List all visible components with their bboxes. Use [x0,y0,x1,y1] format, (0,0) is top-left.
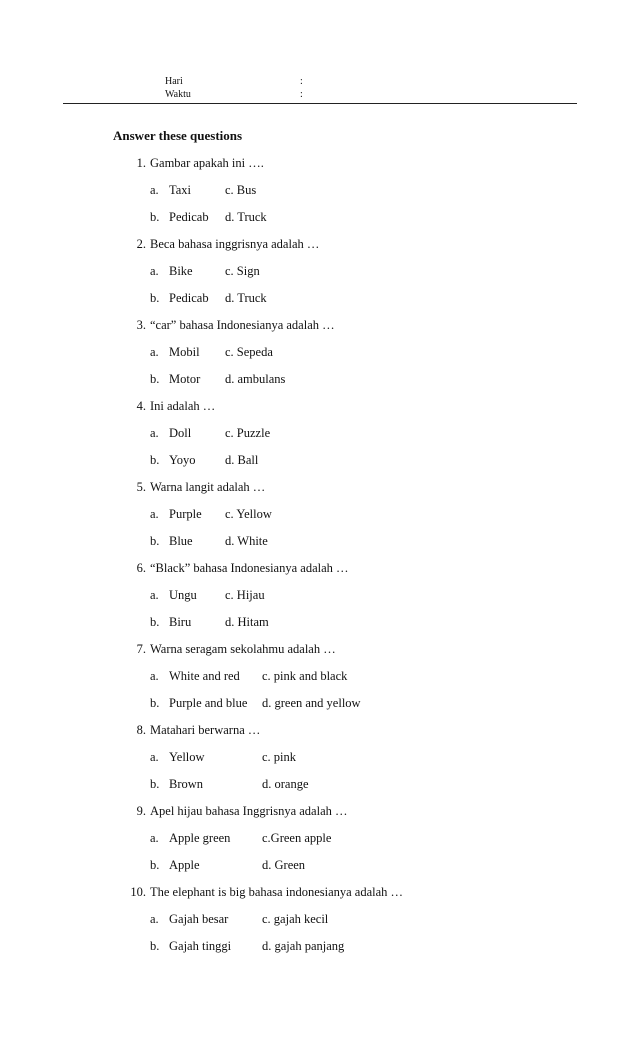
option-text: Bike [169,264,193,278]
question-text: Apel hijau bahasa Inggrisnya adalah … [150,804,348,818]
option-text: Yoyo [169,453,196,467]
option-c: c. pink [262,750,297,764]
question-item [0,236,638,317]
option-letter: b. [150,615,160,629]
question-number: 7. [136,642,146,656]
header-label: Hari [165,76,183,87]
option-letter: a. [150,345,159,359]
option-letter: a. [150,507,159,521]
option-letter: a. [150,588,159,602]
header-label: Waktu [165,89,191,100]
question-item [0,641,638,722]
question-number: 9. [136,804,146,818]
option-letter: a. [150,669,159,683]
option-d: d. gajah panjang [262,939,345,953]
option-d: d. Hitam [225,615,269,629]
option-c: c. Sepeda [225,345,273,359]
option-d: d. Truck [225,210,267,224]
question-number: 4. [136,399,146,413]
option-letter: b. [150,372,160,386]
option-letter: b. [150,453,160,467]
option-text: Taxi [169,183,192,197]
question-text: Gambar apakah ini …. [150,156,264,170]
option-c: c. Puzzle [225,426,271,440]
option-letter: a. [150,426,159,440]
question-text: Beca bahasa inggrisnya adalah … [150,237,320,251]
option-d: d. White [225,534,268,548]
question-text: Matahari berwarna … [150,723,261,737]
option-text: Biru [169,615,192,629]
option-letter: a. [150,183,159,197]
option-text: White and red [169,669,240,683]
question-number: 2. [136,237,146,251]
question-item [0,398,638,479]
option-d: d. orange [262,777,309,791]
option-letter: b. [150,777,160,791]
option-letter: a. [150,264,159,278]
question-text: “car” bahasa Indonesianya adalah … [150,318,335,332]
question-number: 6. [136,561,146,575]
question-text: “Black” bahasa Indonesianya adalah … [150,561,349,575]
question-item [0,155,638,236]
question-item [0,479,638,560]
option-text: Blue [169,534,193,548]
question-number: 5. [136,480,146,494]
option-letter: b. [150,939,160,953]
option-text: Motor [169,372,201,386]
option-letter: a. [150,750,159,764]
question-item [0,884,638,965]
option-text: Brown [169,777,204,791]
option-text: Yellow [169,750,205,764]
option-c: c. Yellow [225,507,272,521]
question-item [0,560,638,641]
option-text: Pedicab [169,291,209,305]
option-text: Purple [169,507,202,521]
option-c: c. Bus [225,183,257,197]
option-c: c. pink and black [262,669,348,683]
option-c: c. Sign [225,264,260,278]
option-c: c. gajah kecil [262,912,329,926]
option-text: Gajah besar [169,912,229,926]
question-item [0,803,638,884]
header-colon: : [300,89,303,100]
option-text: Doll [169,426,192,440]
option-text: Ungu [169,588,197,602]
option-text: Gajah tinggi [169,939,232,953]
header-colon: : [300,76,303,87]
question-number: 8. [136,723,146,737]
option-text: Pedicab [169,210,209,224]
option-text: Purple and blue [169,696,248,710]
question-number: 1. [136,156,146,170]
option-letter: b. [150,534,160,548]
option-c: c.Green apple [262,831,332,845]
option-d: d. ambulans [225,372,286,386]
option-letter: a. [150,912,159,926]
option-letter: b. [150,210,160,224]
option-text: Mobil [169,345,200,359]
option-text: Apple [169,858,200,872]
option-d: d. Ball [225,453,259,467]
option-letter: b. [150,696,160,710]
option-letter: b. [150,291,160,305]
option-letter: a. [150,831,159,845]
section-title: Answer these questions [113,128,243,143]
question-item [0,317,638,398]
header-divider [63,103,577,104]
question-text: Warna seragam sekolahmu adalah … [150,642,336,656]
question-number: 3. [136,318,146,332]
option-letter: b. [150,858,160,872]
question-item [0,722,638,803]
question-text: Ini adalah … [150,399,216,413]
question-text: The elephant is big bahasa indonesianya adalah … [150,885,404,899]
option-d: d. Truck [225,291,267,305]
option-d: d. Green [262,858,306,872]
option-d: d. green and yellow [262,696,361,710]
question-text: Warna langit adalah … [150,480,266,494]
option-c: c. Hijau [225,588,265,602]
option-text: Apple green [169,831,231,845]
question-number: 10. [130,885,146,899]
